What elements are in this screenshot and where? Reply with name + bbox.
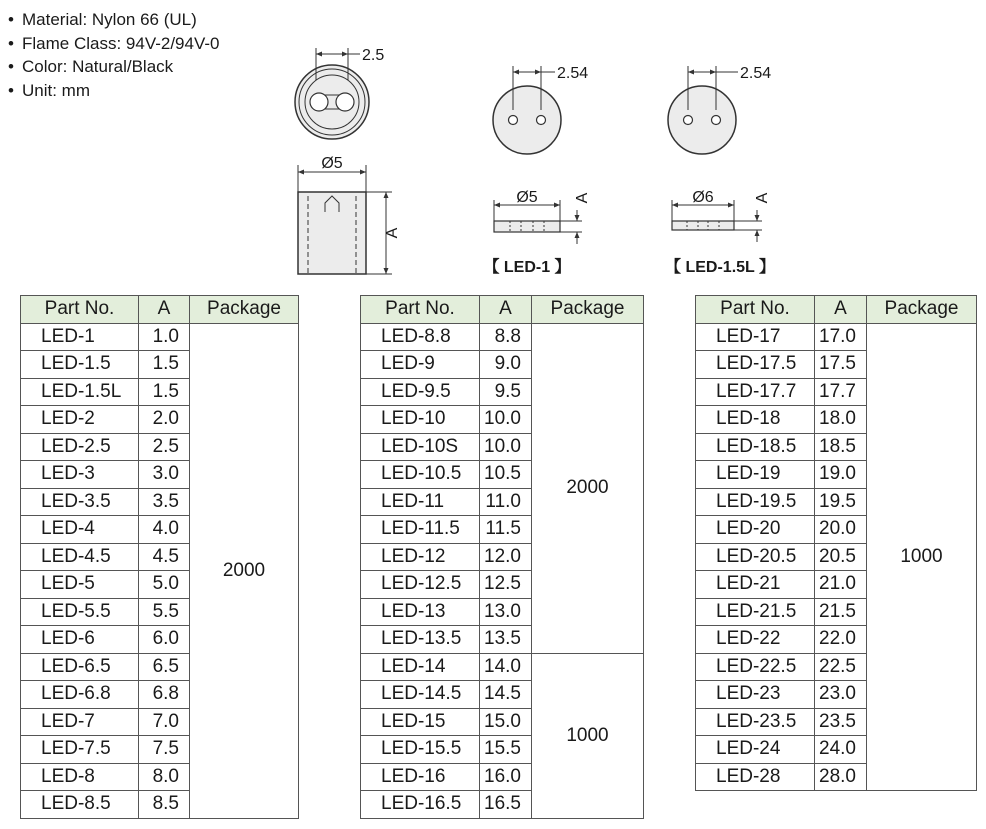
part-number-cell: LED-13.5 xyxy=(361,626,480,654)
led1-side-view xyxy=(483,189,591,276)
part-number-cell: LED-8.5 xyxy=(21,791,139,819)
part-number-cell: LED-6 xyxy=(21,626,139,654)
part-number-cell: LED-9 xyxy=(361,351,480,379)
header-a: A xyxy=(815,296,867,324)
part-table-3 xyxy=(695,295,977,791)
dimension-a-cell: 15.5 xyxy=(480,736,532,764)
header-part-no: Part No. xyxy=(696,296,815,324)
dimension-a-cell: 10.0 xyxy=(480,406,532,434)
part-number-cell: LED-15.5 xyxy=(361,736,480,764)
part-number-cell: LED-16 xyxy=(361,763,480,791)
table-row xyxy=(21,323,299,351)
led1-top-view xyxy=(493,65,588,154)
part-number-cell: LED-19.5 xyxy=(696,488,815,516)
part-number-cell: LED-1 xyxy=(21,323,139,351)
led15l-caption: 【 LED-1.5L 】 xyxy=(665,259,775,276)
header-part-no: Part No. xyxy=(361,296,480,324)
led15l-height-label: A xyxy=(754,192,771,204)
dimension-a-cell: 5.0 xyxy=(139,571,190,599)
part-table-1 xyxy=(20,295,299,819)
part-number-cell: LED-1.5 xyxy=(21,351,139,379)
package-cell: 2000 xyxy=(532,323,644,653)
header-a: A xyxy=(480,296,532,324)
part-number-cell: LED-17 xyxy=(696,323,815,351)
dimension-a-cell: 10.0 xyxy=(480,433,532,461)
part-number-cell: LED-12.5 xyxy=(361,571,480,599)
dimension-a-cell: 10.5 xyxy=(480,461,532,489)
dimension-a-cell: 18.0 xyxy=(815,406,867,434)
package-cell: 2000 xyxy=(190,323,299,818)
dimension-a-cell: 1.0 xyxy=(139,323,190,351)
dimension-a-cell: 13.5 xyxy=(480,626,532,654)
part-number-cell: LED-21.5 xyxy=(696,598,815,626)
dimension-a-cell: 18.5 xyxy=(815,433,867,461)
part-number-cell: LED-23.5 xyxy=(696,708,815,736)
dimension-a-cell: 24.0 xyxy=(815,736,867,764)
dimension-a-cell: 7.5 xyxy=(139,736,190,764)
part-number-cell: LED-6.8 xyxy=(21,681,139,709)
dimension-a-cell: 5.5 xyxy=(139,598,190,626)
dimension-a-cell: 22.5 xyxy=(815,653,867,681)
part-number-cell: LED-17.7 xyxy=(696,378,815,406)
dimension-a-cell: 14.5 xyxy=(480,681,532,709)
led15l-top-view xyxy=(668,65,771,154)
part-number-cell: LED-5.5 xyxy=(21,598,139,626)
header-a: A xyxy=(139,296,190,324)
part-number-cell: LED-8.8 xyxy=(361,323,480,351)
package-cell: 1000 xyxy=(532,653,644,818)
part-number-cell: LED-19 xyxy=(696,461,815,489)
dimension-a-cell: 8.5 xyxy=(139,791,190,819)
dimension-a-cell: 19.0 xyxy=(815,461,867,489)
part-number-cell: LED-21 xyxy=(696,571,815,599)
dimension-a-cell: 9.5 xyxy=(480,378,532,406)
spec-flame-class: • Flame Class: 94V-2/94V-0 xyxy=(8,32,219,56)
part-number-cell: LED-15 xyxy=(361,708,480,736)
led1-height-label: A xyxy=(574,192,591,204)
dim-height-label: A xyxy=(384,227,401,239)
part-number-cell: LED-28 xyxy=(696,763,815,791)
header-package: Package xyxy=(190,296,299,324)
dimension-a-cell: 12.0 xyxy=(480,543,532,571)
dimension-a-cell: 11.0 xyxy=(480,488,532,516)
dim-pitch-label: 2.5 xyxy=(362,47,385,64)
part-number-cell: LED-1.5L xyxy=(21,378,139,406)
part-number-cell: LED-13 xyxy=(361,598,480,626)
spacer-top-view xyxy=(295,47,384,139)
dimension-a-cell: 17.5 xyxy=(815,351,867,379)
part-number-cell: LED-4.5 xyxy=(21,543,139,571)
dimension-a-cell: 1.5 xyxy=(139,378,190,406)
dimension-a-cell: 17.0 xyxy=(815,323,867,351)
technical-drawings xyxy=(0,0,986,290)
part-number-cell: LED-4 xyxy=(21,516,139,544)
dimension-a-cell: 8.8 xyxy=(480,323,532,351)
part-number-cell: LED-24 xyxy=(696,736,815,764)
dimension-a-cell: 11.5 xyxy=(480,516,532,544)
dimension-a-cell: 12.5 xyxy=(480,571,532,599)
dimension-a-cell: 3.5 xyxy=(139,488,190,516)
part-number-cell: LED-3.5 xyxy=(21,488,139,516)
dimension-a-cell: 4.0 xyxy=(139,516,190,544)
dimension-a-cell: 1.5 xyxy=(139,351,190,379)
spec-color: • Color: Natural/Black xyxy=(8,55,219,79)
header-package: Package xyxy=(532,296,644,324)
part-number-cell: LED-16.5 xyxy=(361,791,480,819)
dimension-a-cell: 16.5 xyxy=(480,791,532,819)
dimension-a-cell: 23.0 xyxy=(815,681,867,709)
part-number-cell: LED-17.5 xyxy=(696,351,815,379)
part-number-cell: LED-11.5 xyxy=(361,516,480,544)
part-table-2 xyxy=(360,295,644,819)
dimension-a-cell: 2.5 xyxy=(139,433,190,461)
header-package: Package xyxy=(867,296,977,324)
dimension-a-cell: 16.0 xyxy=(480,763,532,791)
dimension-a-cell: 6.8 xyxy=(139,681,190,709)
led1-diameter-label: Ø5 xyxy=(516,189,538,206)
dimension-a-cell: 14.0 xyxy=(480,653,532,681)
part-number-cell: LED-20.5 xyxy=(696,543,815,571)
spacer-side-view xyxy=(298,155,401,274)
part-number-cell: LED-3 xyxy=(21,461,139,489)
dimension-a-cell: 13.0 xyxy=(480,598,532,626)
dim-diameter-label: Ø5 xyxy=(321,155,343,172)
dimension-a-cell: 8.0 xyxy=(139,763,190,791)
part-number-cell: LED-2 xyxy=(21,406,139,434)
part-number-cell: LED-10S xyxy=(361,433,480,461)
dimension-a-cell: 15.0 xyxy=(480,708,532,736)
led1-caption: 【 LED-1 】 xyxy=(483,259,571,276)
table-row xyxy=(361,653,644,681)
dimension-a-cell: 22.0 xyxy=(815,626,867,654)
part-number-cell: LED-18.5 xyxy=(696,433,815,461)
part-number-cell: LED-23 xyxy=(696,681,815,709)
dimension-a-cell: 21.0 xyxy=(815,571,867,599)
part-number-cell: LED-5 xyxy=(21,571,139,599)
part-number-cell: LED-14.5 xyxy=(361,681,480,709)
spec-material: • Material: Nylon 66 (UL) xyxy=(8,8,219,32)
led15l-pitch-label: 2.54 xyxy=(740,65,772,82)
part-number-cell: LED-14 xyxy=(361,653,480,681)
part-number-cell: LED-7.5 xyxy=(21,736,139,764)
dimension-a-cell: 17.7 xyxy=(815,378,867,406)
dimension-a-cell: 7.0 xyxy=(139,708,190,736)
part-number-cell: LED-10.5 xyxy=(361,461,480,489)
dimension-a-cell: 28.0 xyxy=(815,763,867,791)
part-number-cell: LED-18 xyxy=(696,406,815,434)
led1-pitch-label: 2.54 xyxy=(557,65,589,82)
table-row xyxy=(361,323,644,351)
dimension-a-cell: 20.5 xyxy=(815,543,867,571)
part-number-cell: LED-9.5 xyxy=(361,378,480,406)
part-number-cell: LED-6.5 xyxy=(21,653,139,681)
dimension-a-cell: 20.0 xyxy=(815,516,867,544)
led15l-diameter-label: Ø6 xyxy=(692,189,714,206)
led15l-side-view xyxy=(665,189,775,276)
dimension-a-cell: 21.5 xyxy=(815,598,867,626)
part-number-cell: LED-22 xyxy=(696,626,815,654)
part-number-cell: LED-22.5 xyxy=(696,653,815,681)
dimension-a-cell: 6.5 xyxy=(139,653,190,681)
dimension-a-cell: 23.5 xyxy=(815,708,867,736)
part-number-cell: LED-20 xyxy=(696,516,815,544)
part-number-cell: LED-7 xyxy=(21,708,139,736)
header-part-no: Part No. xyxy=(21,296,139,324)
spec-unit: • Unit: mm xyxy=(8,79,219,103)
part-number-cell: LED-2.5 xyxy=(21,433,139,461)
dimension-a-cell: 3.0 xyxy=(139,461,190,489)
dimension-a-cell: 2.0 xyxy=(139,406,190,434)
dimension-a-cell: 19.5 xyxy=(815,488,867,516)
part-number-cell: LED-11 xyxy=(361,488,480,516)
dimension-a-cell: 6.0 xyxy=(139,626,190,654)
dimension-a-cell: 9.0 xyxy=(480,351,532,379)
table-row xyxy=(696,323,977,351)
dimension-a-cell: 4.5 xyxy=(139,543,190,571)
part-number-cell: LED-12 xyxy=(361,543,480,571)
part-number-cell: LED-10 xyxy=(361,406,480,434)
package-cell: 1000 xyxy=(867,323,977,791)
part-number-cell: LED-8 xyxy=(21,763,139,791)
